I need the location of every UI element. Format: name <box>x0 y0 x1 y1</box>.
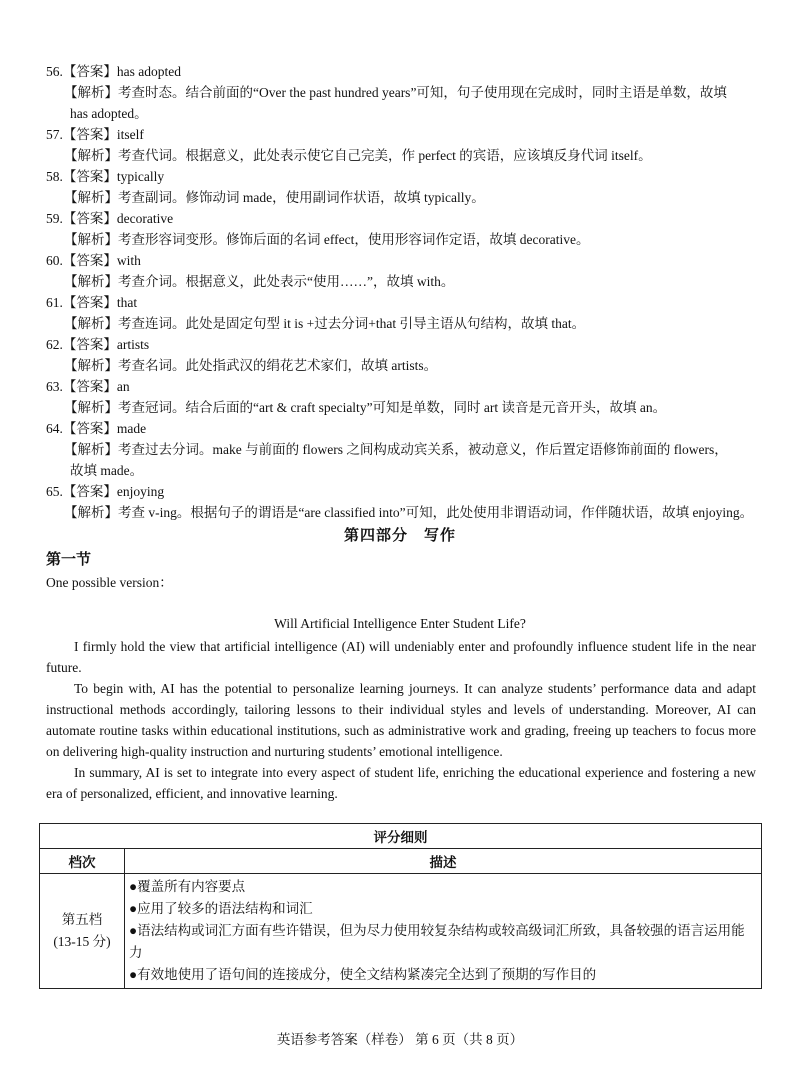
answer-item <box>46 292 766 334</box>
answer-item <box>46 61 766 124</box>
level-name: 第五档 <box>61 912 103 927</box>
analysis-text-cont: has adopted。 <box>70 106 148 121</box>
question-number: 58. <box>46 169 63 184</box>
answer-text: an <box>116 379 130 394</box>
analysis-text: 考查形容词变形。修饰后面的名词 effect，使用形容词作定语，故填 decorative。 <box>118 232 590 247</box>
analysis-tag: 【解析】 <box>64 358 118 373</box>
question-number: 64. <box>46 421 63 436</box>
rubric-table <box>39 823 762 989</box>
answer-tag: 【答案】 <box>62 127 117 142</box>
answer-tag: 【答案】 <box>62 169 117 184</box>
rubric-criterion: ●覆盖所有内容要点 <box>129 879 246 894</box>
answer-item <box>46 166 766 208</box>
analysis-text: 考查副词。修饰动词 made，使用副词作状语，故填 typically。 <box>118 190 485 205</box>
answer-text: typically <box>116 169 165 184</box>
analysis-text: 考查冠词。结合后面的“art & craft specialty”可知是单数，同时 art 读音是元音开头，故填 an。 <box>118 400 667 415</box>
part-title: 第四部分 写作 <box>343 528 456 544</box>
rubric-row <box>40 874 762 989</box>
answer-item <box>46 124 766 166</box>
rubric-level <box>40 874 125 989</box>
answer-text: decorative <box>116 211 174 226</box>
rubric-col-level: 档次 <box>40 849 125 874</box>
answer-text: made <box>116 421 147 436</box>
analysis-tag: 【解析】 <box>64 505 118 520</box>
answer-tag: 【答案】 <box>62 211 117 226</box>
essay-body <box>46 636 756 804</box>
rubric-criterion: ●应用了较多的语法结构和词汇 <box>129 901 313 916</box>
analysis-tag: 【解析】 <box>64 232 118 247</box>
analysis-text: 考查名词。此处指武汉的绢花艺术家们，故填 artists。 <box>118 358 438 373</box>
question-number: 56. <box>46 64 63 79</box>
analysis-tag: 【解析】 <box>64 274 118 289</box>
rubric-col-desc: 描述 <box>125 849 762 874</box>
question-number: 60. <box>46 253 63 268</box>
analysis-tag: 【解析】 <box>64 316 118 331</box>
rubric-description <box>125 874 762 989</box>
rubric-criterion: ●语法结构或词汇方面有些许错误，但为尽力使用较复杂结构或较高级词汇所致，具备较强的语言运用能力 <box>129 923 745 960</box>
answer-tag: 【答案】 <box>62 421 117 436</box>
question-number: 65. <box>46 484 63 499</box>
answer-item <box>46 418 766 481</box>
analysis-text: 考查时态。结合前面的“Over the past hundred years”可知，句子使用现在完成时，同时主语是单数，故填 <box>118 85 727 100</box>
rubric-title: 评分细则 <box>40 824 762 849</box>
answer-text: has adopted <box>116 64 181 79</box>
question-number: 59. <box>46 211 63 226</box>
rubric-header-row <box>40 849 762 874</box>
analysis-text: 考查代词。根据意义，此处表示使它自己完美，作 perfect 的宾语，应该填反身代词 itself。 <box>118 148 652 163</box>
answer-list <box>46 61 766 523</box>
analysis-tag: 【解析】 <box>64 85 118 100</box>
answer-item <box>46 334 766 376</box>
answer-text: itself <box>116 127 144 142</box>
essay-title: Will Artificial Intelligence Enter Student Life? <box>274 616 526 631</box>
answer-tag: 【答案】 <box>62 64 117 79</box>
analysis-tag: 【解析】 <box>64 400 118 415</box>
answer-tag: 【答案】 <box>62 484 117 499</box>
possible-version-label: One possible version： <box>46 575 173 590</box>
answer-item <box>46 481 766 523</box>
analysis-tag: 【解析】 <box>64 442 118 457</box>
analysis-tag: 【解析】 <box>64 190 118 205</box>
rubric-criterion: ●有效地使用了语句间的连接成分，使全文结构紧凑完全达到了预期的写作目的 <box>129 967 597 982</box>
rubric-title-row <box>40 824 762 849</box>
section-title: 第一节 <box>46 552 92 568</box>
answer-item <box>46 250 766 292</box>
analysis-text-cont: 故填 made。 <box>70 463 144 478</box>
answer-tag: 【答案】 <box>62 253 117 268</box>
page-footer: 英语参考答案（样卷） 第 6 页（共 8 页） <box>276 1032 524 1047</box>
answer-text: with <box>116 253 141 268</box>
analysis-text: 考查连词。此处是固定句型 it is +过去分词+that 引导主语从句结构，故填 that。 <box>118 316 586 331</box>
answer-tag: 【答案】 <box>62 295 117 310</box>
analysis-tag: 【解析】 <box>64 148 118 163</box>
essay-paragraph: To begin with, AI has the potential to personalize learning journeys. It can analyze students’ performance data and adapt instructional methods accordingly, tailoring lessons to their individual styles and levels of understanding. Moreover, AI can automate routine tasks within educational institutions, such as administrative work and grading, freeing up teachers to focus more on delivering high-quality instruction and nurturing students’ emotional intelligence. <box>46 681 756 759</box>
question-number: 57. <box>46 127 63 142</box>
essay-paragraph: I firmly hold the view that artificial intelligence (AI) will undeniably enter and profoundly influence student life in the near future. <box>46 639 756 675</box>
question-number: 61. <box>46 295 63 310</box>
answer-text: that <box>116 295 138 310</box>
question-number: 62. <box>46 337 63 352</box>
answer-text: enjoying <box>116 484 165 499</box>
answer-item <box>46 376 766 418</box>
answer-text: artists <box>116 337 150 352</box>
level-range: (13-15 分) <box>53 934 111 949</box>
analysis-text: 考查 v-ing。根据句子的谓语是“are classified into”可知，此处使用非谓语动词，作伴随状语，故填 enjoying。 <box>118 505 754 520</box>
analysis-text: 考查过去分词。make 与前面的 flowers 之间构成动宾关系，被动意义，作后置定语修饰前面的 flowers， <box>118 442 728 457</box>
answer-tag: 【答案】 <box>62 337 117 352</box>
answer-item <box>46 208 766 250</box>
analysis-text: 考查介词。根据意义，此处表示“使用……”，故填 with。 <box>118 274 455 289</box>
question-number: 63. <box>46 379 63 394</box>
answer-tag: 【答案】 <box>62 379 117 394</box>
essay-paragraph: In summary, AI is set to integrate into every aspect of student life, enriching the educational experience and fostering a new era of personalized, efficient, and innovative learning. <box>46 765 756 801</box>
